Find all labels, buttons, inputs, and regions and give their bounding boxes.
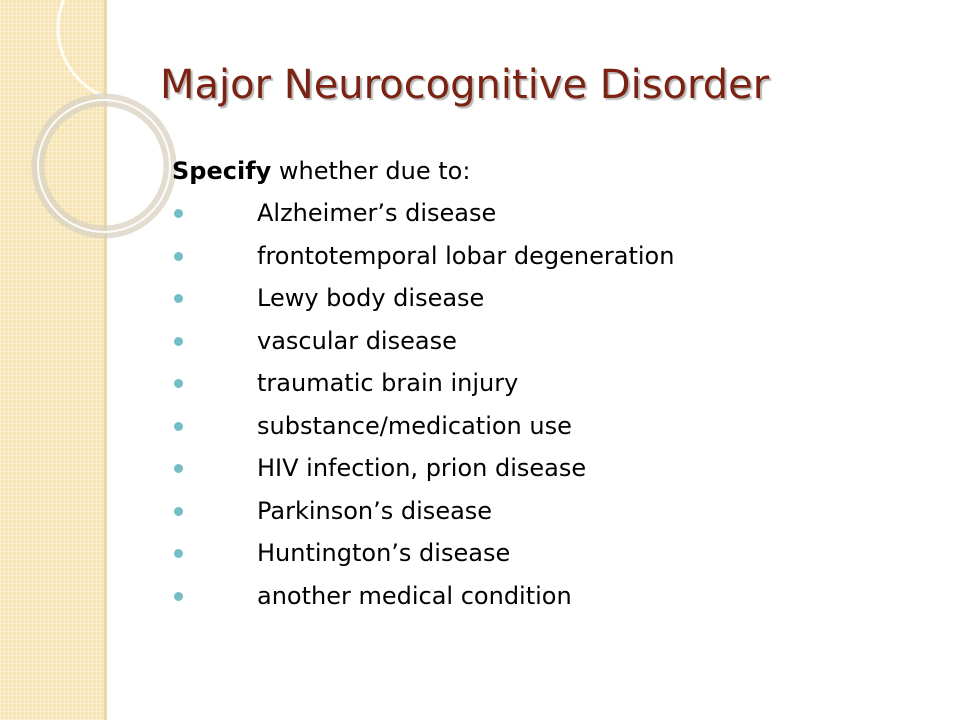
bullet-text: vascular disease [257,326,457,355]
intro-line [172,150,932,192]
list-item [172,490,932,533]
bullet-icon [174,379,183,388]
decorative-circles [0,0,200,260]
bullet-icon [174,507,183,516]
bullet-text: Huntington’s disease [257,539,511,567]
slide-content [172,150,932,617]
list-item [172,192,932,235]
list-item [172,575,932,618]
bullet-icon [174,592,183,601]
intro-rest: whether due to: [271,157,471,185]
list-item [172,405,932,448]
list-item [172,277,932,320]
bullet-icon [174,337,183,346]
slide-title: Major Neurocognitive Disorder [160,62,770,108]
list-item [172,362,932,405]
bullet-icon [174,549,183,558]
bullet-icon [174,422,183,431]
bullet-icon [174,252,183,261]
list-item [172,532,932,575]
intro-bold: Specify [172,157,272,185]
deco-circle-ring-highlight [38,100,170,232]
bullet-icon [174,464,183,473]
bullet-icon [174,294,183,303]
bullet-text: frontotemporal lobar degeneration [257,241,675,270]
list-item [172,235,932,278]
bullet-text: Parkinson’s disease [257,496,493,525]
bullet-text: HIV infection, prion disease [257,454,587,482]
bullet-text: substance/medication use [257,411,572,440]
bullet-text: traumatic brain injury [257,369,519,397]
bullet-text: another medical condition [257,581,572,610]
bullet-icon [174,209,183,218]
list-item [172,320,932,363]
list-item [172,447,932,490]
bullet-text: Alzheimer’s disease [257,199,497,227]
bullet-text: Lewy body disease [257,284,485,312]
bullet-list [172,192,932,617]
